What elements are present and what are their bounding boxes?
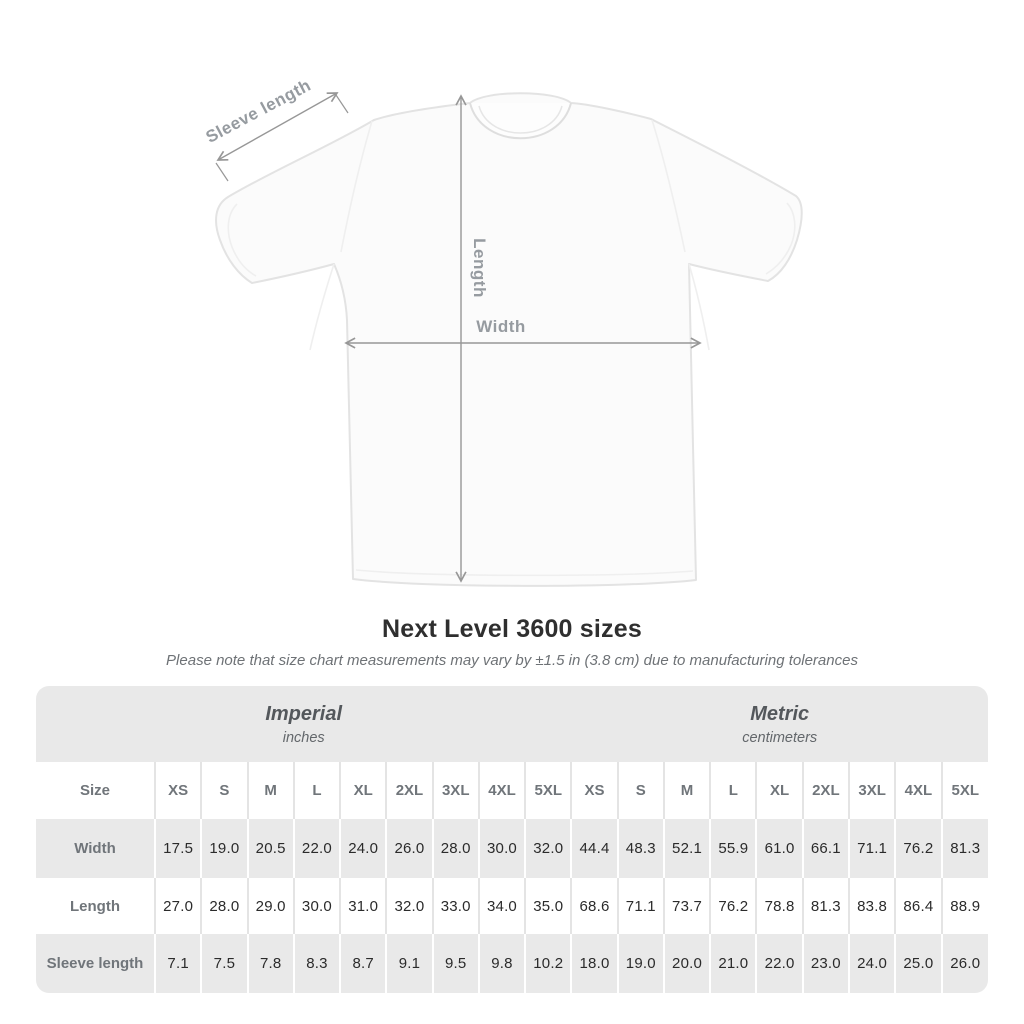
size-header-cell: 3XL [849, 762, 895, 819]
value-cell: 8.7 [340, 934, 386, 993]
size-header-cell: 5XL [942, 762, 988, 819]
value-cell: 28.0 [433, 819, 479, 878]
row-label: Length [36, 878, 155, 934]
value-cell: 9.1 [386, 934, 432, 993]
value-cell: 29.0 [248, 878, 294, 934]
value-cell: 48.3 [618, 819, 664, 878]
metric-label: Metric [750, 702, 810, 725]
value-cell: 71.1 [618, 878, 664, 934]
size-header-row [36, 762, 988, 819]
size-header-cell: XS [571, 762, 617, 819]
value-cell: 19.0 [201, 819, 247, 878]
value-cell: 8.3 [294, 934, 340, 993]
unit-group-metric [571, 686, 988, 762]
value-cell: 20.0 [664, 934, 710, 993]
row-label: Width [36, 819, 155, 878]
size-header-cell: L [710, 762, 756, 819]
unit-group-imperial [36, 686, 571, 762]
value-cell: 7.1 [155, 934, 201, 993]
value-cell: 86.4 [895, 878, 941, 934]
sleeve-length-label: Sleeve length [202, 75, 315, 147]
value-cell: 33.0 [433, 878, 479, 934]
value-cell: 7.5 [201, 934, 247, 993]
size-table [36, 686, 988, 993]
value-cell: 25.0 [895, 934, 941, 993]
value-cell: 9.5 [433, 934, 479, 993]
value-cell: 27.0 [155, 878, 201, 934]
value-cell: 20.5 [248, 819, 294, 878]
value-cell: 22.0 [756, 934, 802, 993]
value-cell: 18.0 [571, 934, 617, 993]
value-cell: 76.2 [710, 878, 756, 934]
value-cell: 81.3 [803, 878, 849, 934]
size-header-cell: 2XL [803, 762, 849, 819]
size-header-cell: 4XL [895, 762, 941, 819]
width-label: Width [476, 317, 526, 336]
length-label: Length [470, 238, 489, 298]
value-cell: 24.0 [849, 934, 895, 993]
sleeve-length-extension-tick-bottom [216, 163, 228, 181]
value-cell: 34.0 [479, 878, 525, 934]
size-header-cell: XS [155, 762, 201, 819]
size-header-cell: 5XL [525, 762, 571, 819]
size-chart-heading [0, 615, 1024, 669]
value-cell: 52.1 [664, 819, 710, 878]
value-cell: 76.2 [895, 819, 941, 878]
size-header-cell: S [618, 762, 664, 819]
value-cell: 26.0 [942, 934, 988, 993]
metric-unit: centimeters [742, 729, 818, 746]
imperial-unit: inches [282, 729, 325, 746]
imperial-label: Imperial [265, 702, 343, 725]
value-cell: 9.8 [479, 934, 525, 993]
value-cell: 19.0 [618, 934, 664, 993]
value-cell: 83.8 [849, 878, 895, 934]
size-chart-title: Next Level 3600 sizes [382, 615, 642, 643]
value-cell: 61.0 [756, 819, 802, 878]
measurement-row-width [36, 819, 988, 878]
value-cell: 21.0 [710, 934, 756, 993]
size-col-header: Size [36, 762, 155, 819]
value-cell: 71.1 [849, 819, 895, 878]
value-cell: 32.0 [525, 819, 571, 878]
size-header-cell: M [248, 762, 294, 819]
value-cell: 26.0 [386, 819, 432, 878]
value-cell: 66.1 [803, 819, 849, 878]
value-cell: 55.9 [710, 819, 756, 878]
value-cell: 88.9 [942, 878, 988, 934]
value-cell: 44.4 [571, 819, 617, 878]
measurement-row-sleeve-length [36, 934, 988, 993]
row-label: Sleeve length [36, 934, 155, 993]
value-cell: 30.0 [479, 819, 525, 878]
size-header-cell: L [294, 762, 340, 819]
value-cell: 28.0 [201, 878, 247, 934]
value-cell: 78.8 [756, 878, 802, 934]
value-cell: 7.8 [248, 934, 294, 993]
size-header-cell: 2XL [386, 762, 432, 819]
unit-band-row [36, 686, 988, 762]
sleeve-length-extension-tick-top [336, 95, 348, 113]
size-header-cell: XL [340, 762, 386, 819]
measurement-row-length [36, 878, 988, 934]
size-table-card [36, 686, 988, 993]
size-header-cell: 4XL [479, 762, 525, 819]
value-cell: 24.0 [340, 819, 386, 878]
value-cell: 35.0 [525, 878, 571, 934]
value-cell: 22.0 [294, 819, 340, 878]
size-header-cell: S [201, 762, 247, 819]
value-cell: 68.6 [571, 878, 617, 934]
size-chart-subtitle: Please note that size chart measurements may vary by ±1.5 in (3.8 cm) due to manufacturing tolerances [166, 652, 858, 669]
value-cell: 32.0 [386, 878, 432, 934]
value-cell: 73.7 [664, 878, 710, 934]
value-cell: 23.0 [803, 934, 849, 993]
size-header-cell: XL [756, 762, 802, 819]
value-cell: 10.2 [525, 934, 571, 993]
size-header-cell: M [664, 762, 710, 819]
value-cell: 81.3 [942, 819, 988, 878]
value-cell: 31.0 [340, 878, 386, 934]
value-cell: 30.0 [294, 878, 340, 934]
tshirt-graphic [216, 93, 802, 586]
value-cell: 17.5 [155, 819, 201, 878]
size-header-cell: 3XL [433, 762, 479, 819]
